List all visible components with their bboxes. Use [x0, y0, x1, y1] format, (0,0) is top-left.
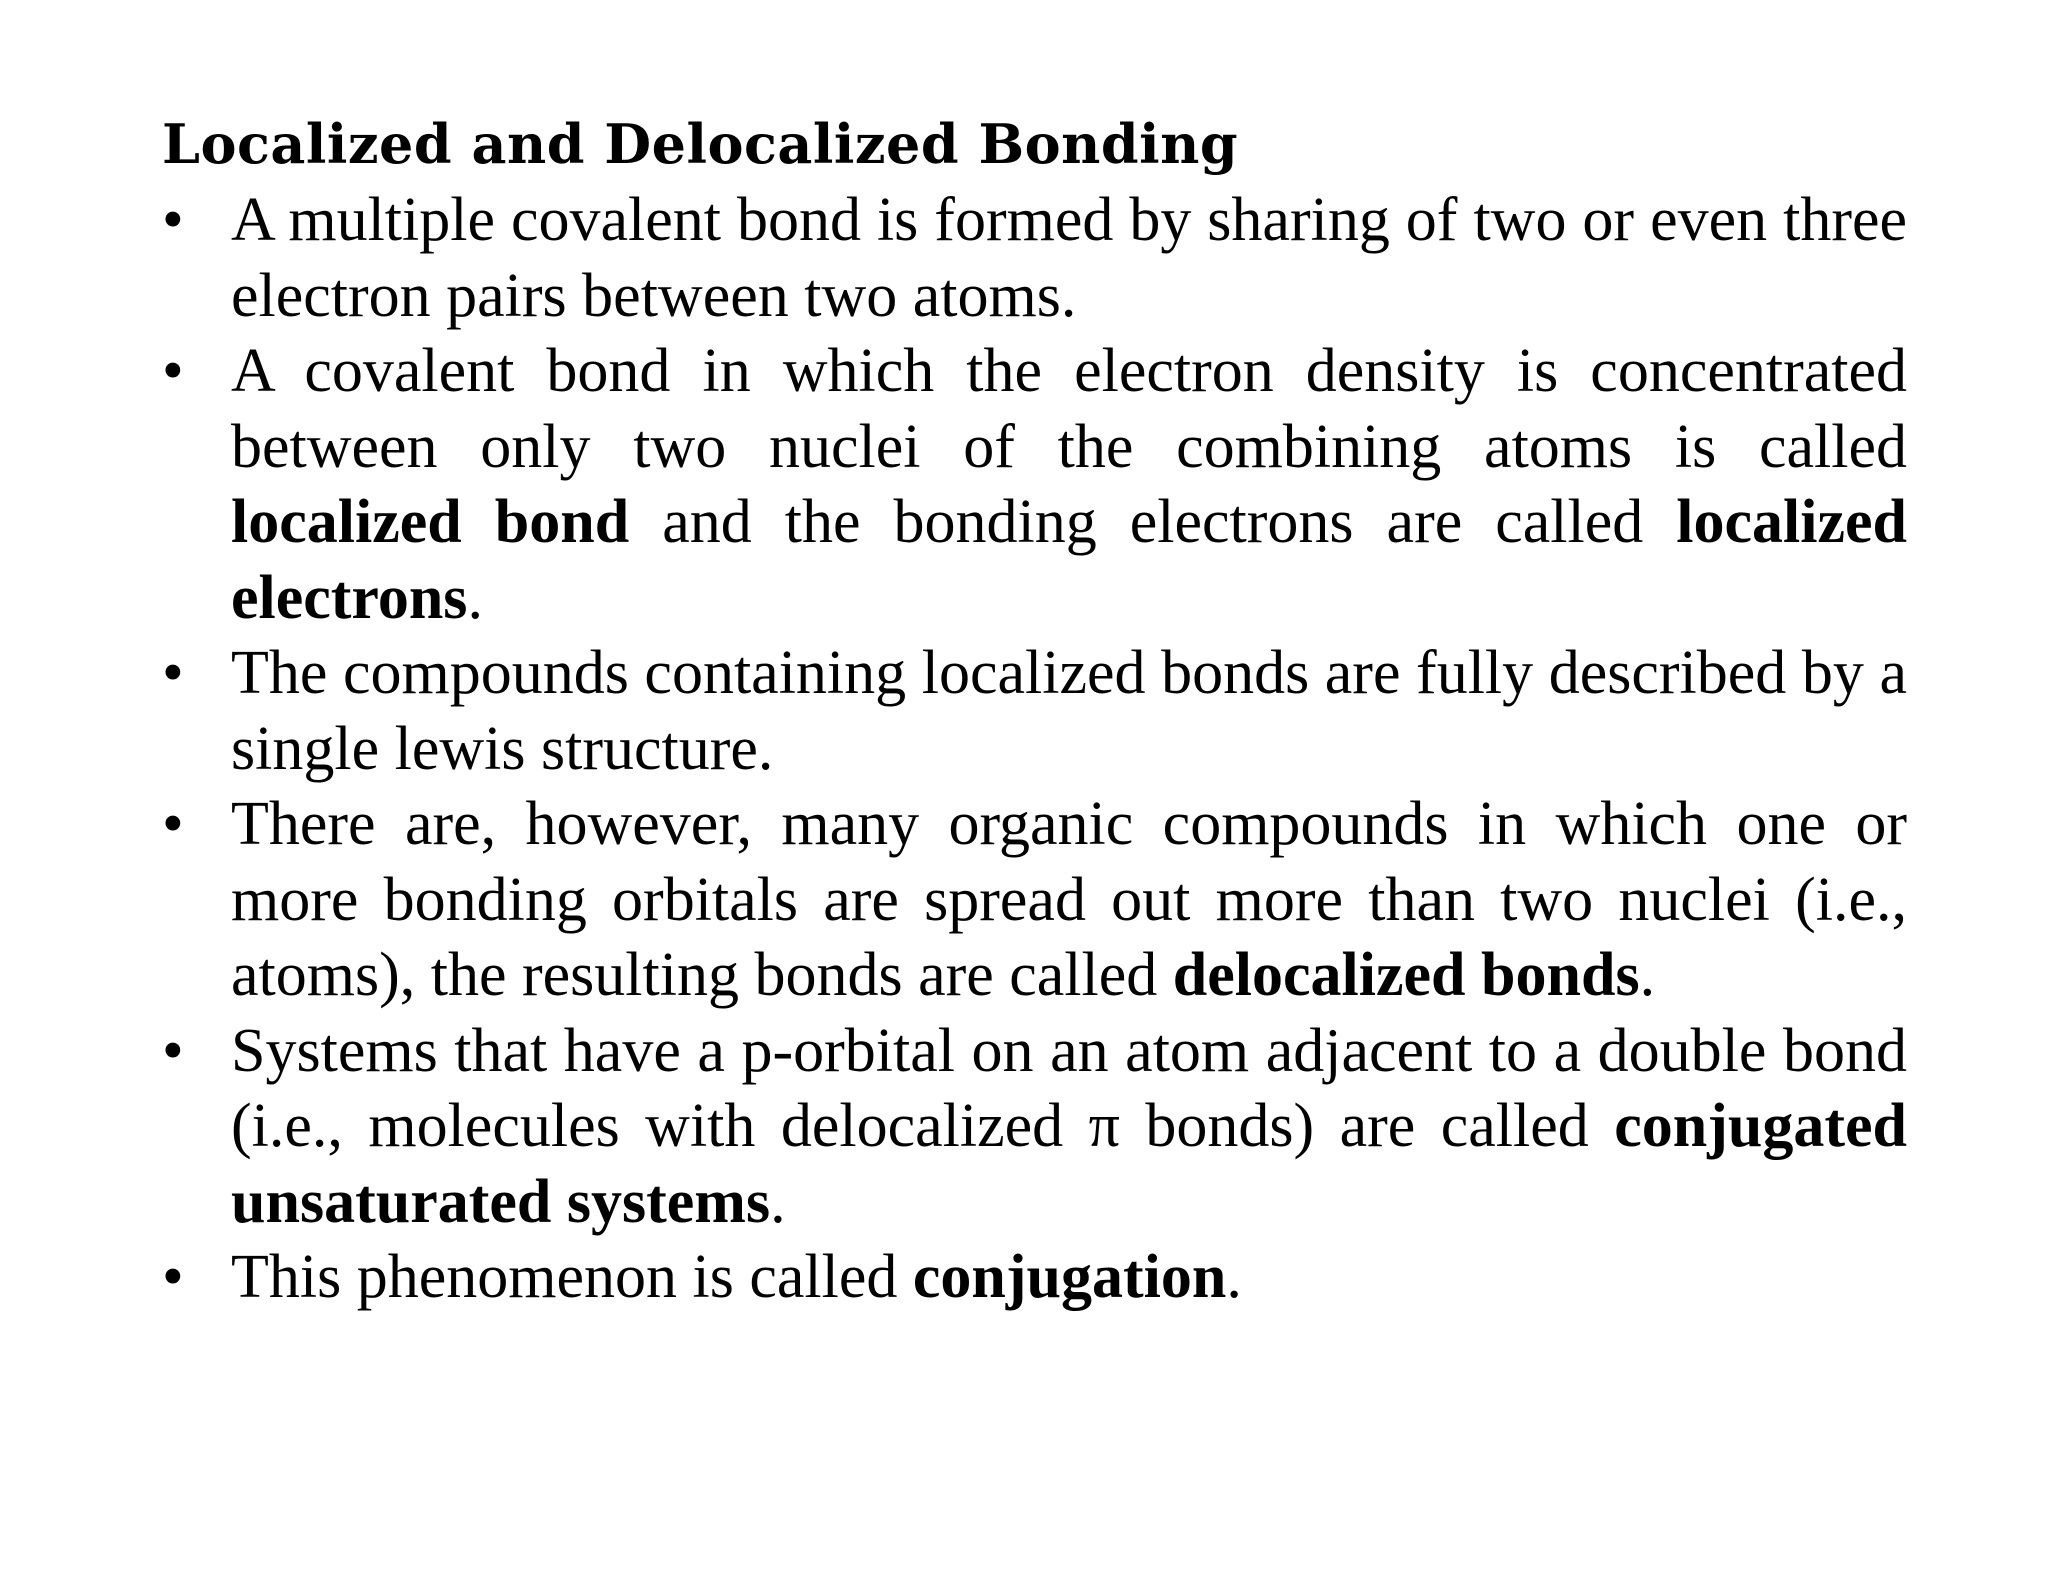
bullet-dot: • [162, 790, 184, 858]
bullet-text: Systems that have a p-orbital on an atom adjacent to a double bond (i.e., molecules with delocalized π bonds) are called [231, 1016, 1907, 1160]
term-conjugated-unsaturated-systems: conjugated unsaturated systems [231, 1092, 1907, 1236]
bullet-item [162, 1014, 1907, 1241]
bullet-item [162, 636, 1907, 787]
bullet-text: . [770, 1167, 786, 1236]
bullet-list [162, 183, 1907, 1316]
bullet-text: . [1639, 941, 1656, 1009]
bullet-text: . [467, 563, 483, 632]
term-localized-electrons: localized electrons [231, 488, 1907, 632]
term-localized-bond: localized bond [231, 488, 630, 556]
bullet-dot: • [162, 1016, 184, 1085]
bullet-dot: • [162, 186, 184, 254]
bullet-text: and the bonding electrons are called [629, 488, 1677, 556]
bullet-text: A covalent bond in which the electron density is concentrated between only two nuclei of the combining atoms is called [231, 337, 1907, 481]
bullet-text: This phenomenon is called [231, 1243, 913, 1311]
term-delocalized-bonds: delocalized bonds [1172, 941, 1640, 1009]
term-conjugation: conjugation [912, 1243, 1227, 1311]
bullet-item [162, 1240, 1907, 1316]
bullet-dot: • [162, 337, 184, 405]
bullet-text: There are, however, many organic compounds in which one or more bonding orbitals are spread out more than two nuclei (i.e., atoms), the resulting bonds are called [231, 790, 1907, 1009]
slide-title: Localized and Delocalized Bonding [162, 112, 1239, 176]
bullet-item [162, 183, 1907, 334]
bullet-dot: • [162, 1243, 184, 1311]
bullet-text: A multiple covalent bond is formed by sharing of two or even three electron pairs between two atoms. [231, 186, 1907, 330]
bullet-dot: • [162, 639, 184, 707]
bullet-text: . [1226, 1243, 1242, 1311]
bullet-item [162, 787, 1907, 1014]
bullet-text: The compounds containing localized bonds are fully described by a single lewis structure. [231, 639, 1907, 783]
bullet-item [162, 334, 1907, 636]
